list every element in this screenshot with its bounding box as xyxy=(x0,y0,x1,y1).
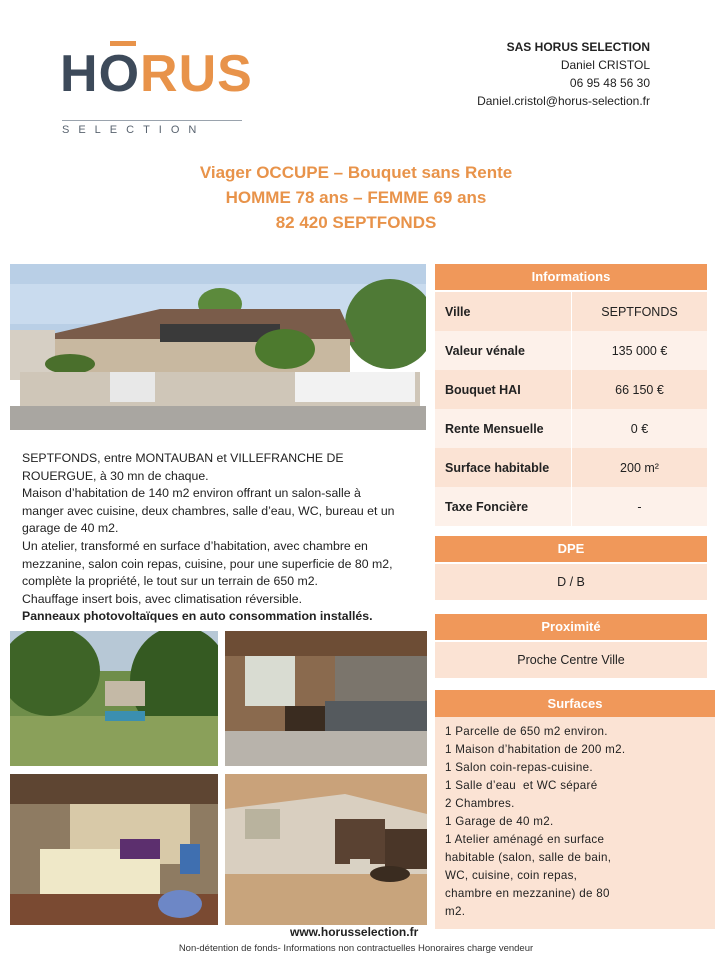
company-name: SAS HORUS SELECTION xyxy=(506,40,650,54)
title-line-2: HOMME 78 ans – FEMME 69 ans xyxy=(225,188,487,207)
info-value: 66 150 € xyxy=(615,382,664,397)
dpe-header: DPE xyxy=(435,536,707,562)
contact-phone[interactable]: 06 95 48 56 30 xyxy=(569,76,650,90)
property-description xyxy=(22,450,404,626)
surface-line: WC, cuisine, coin repas, xyxy=(445,869,578,882)
title-line-1: Viager OCCUPE – Bouquet sans Rente xyxy=(199,163,513,182)
house-exterior-photo xyxy=(10,264,426,430)
surface-line: chambre en mezzanine) de 80 xyxy=(445,887,610,900)
info-row-taxe xyxy=(435,487,707,526)
proximite-header: Proximité xyxy=(435,614,707,640)
info-value: 0 € xyxy=(630,421,649,436)
surface-line: 1 Salon coin-repas-cuisine. xyxy=(445,761,593,774)
desc-solar: Panneaux photovoltaïques en auto consommation installés. xyxy=(22,609,373,624)
contact-email[interactable]: Daniel.cristol@horus-selection.fr xyxy=(477,94,650,108)
surface-line: 1 Atelier aménagé en surface xyxy=(445,833,605,846)
contact-name: Daniel CRISTOL xyxy=(560,58,650,72)
garden-photo xyxy=(10,631,218,766)
horus-logo xyxy=(60,38,253,138)
bedroom-photo xyxy=(10,774,218,925)
info-label: Valeur vénale xyxy=(435,331,572,370)
info-row-rente xyxy=(435,409,707,448)
desc-heating: Chauffage insert bois, avec climatisation réversible. xyxy=(22,591,303,606)
surfaces-list xyxy=(435,717,715,929)
contact-block xyxy=(477,38,650,110)
title-line-3: 82 420 SEPTFONDS xyxy=(275,213,437,232)
info-value: 135 000 € xyxy=(611,343,668,358)
info-row-valeur-venale xyxy=(435,331,707,370)
surface-line: 1 Parcelle de 650 m2 environ. xyxy=(445,725,608,738)
info-value: 200 m² xyxy=(620,460,659,475)
surface-line: 1 Salle d’eau et WC séparé xyxy=(445,779,598,792)
info-row-ville xyxy=(435,292,707,331)
surface-line: 1 Garage de 40 m2. xyxy=(445,815,554,828)
desc-workshop: Un atelier, transformé en surface d’habitation, avec chambre en mezzanine, salon coin repas, cuisine, pour une superficie de 80 m2, complète la propriété, le tout sur un terrain de 650 m2. xyxy=(22,538,393,589)
info-label: Taxe Foncière xyxy=(435,487,572,526)
logo-divider xyxy=(62,120,242,121)
proximite-value: Proche Centre Ville xyxy=(435,642,707,678)
informations-table xyxy=(435,292,707,526)
living-room-photo xyxy=(225,774,427,925)
dpe-value: D / B xyxy=(435,564,707,600)
info-value: - xyxy=(637,499,642,514)
info-value: SEPTFONDS xyxy=(601,304,678,319)
informations-header: Informations xyxy=(435,264,707,290)
info-label: Bouquet HAI xyxy=(435,370,572,409)
listing-title xyxy=(0,160,712,235)
logo-wordmark: HORUS xyxy=(60,45,253,103)
info-label: Surface habitable xyxy=(435,448,572,487)
surface-line: m2. xyxy=(445,905,466,918)
surfaces-header: Surfaces xyxy=(435,690,715,717)
website-link[interactable]: www.horusselection.fr xyxy=(290,925,419,939)
desc-house: Maison d’habitation de 140 m2 environ offrant un salon-salle à manger avec cuisine, deux chambres, salle d’eau, WC, bureau et un garage de 40 m2. xyxy=(22,486,395,536)
surface-line: 2 Chambres. xyxy=(445,797,515,810)
desc-location: SEPTFONDS, entre MONTAUBAN et VILLEFRANCHE DE ROUERGUE, à 30 mn de chaque. xyxy=(22,451,344,483)
surface-line: habitable (salon, salle de bain, xyxy=(445,851,612,864)
disclaimer-note: Non-détention de fonds- Informations non contractuelles Honoraires charge vendeur xyxy=(178,943,534,954)
info-label: Rente Mensuelle xyxy=(435,409,572,448)
kitchen-dining-photo xyxy=(225,631,427,766)
info-label: Ville xyxy=(435,292,572,331)
logo-subtitle: SELECTION xyxy=(62,124,206,136)
info-row-surface xyxy=(435,448,707,487)
info-row-bouquet xyxy=(435,370,707,409)
surface-line: 1 Maison d’habitation de 200 m2. xyxy=(445,743,626,756)
